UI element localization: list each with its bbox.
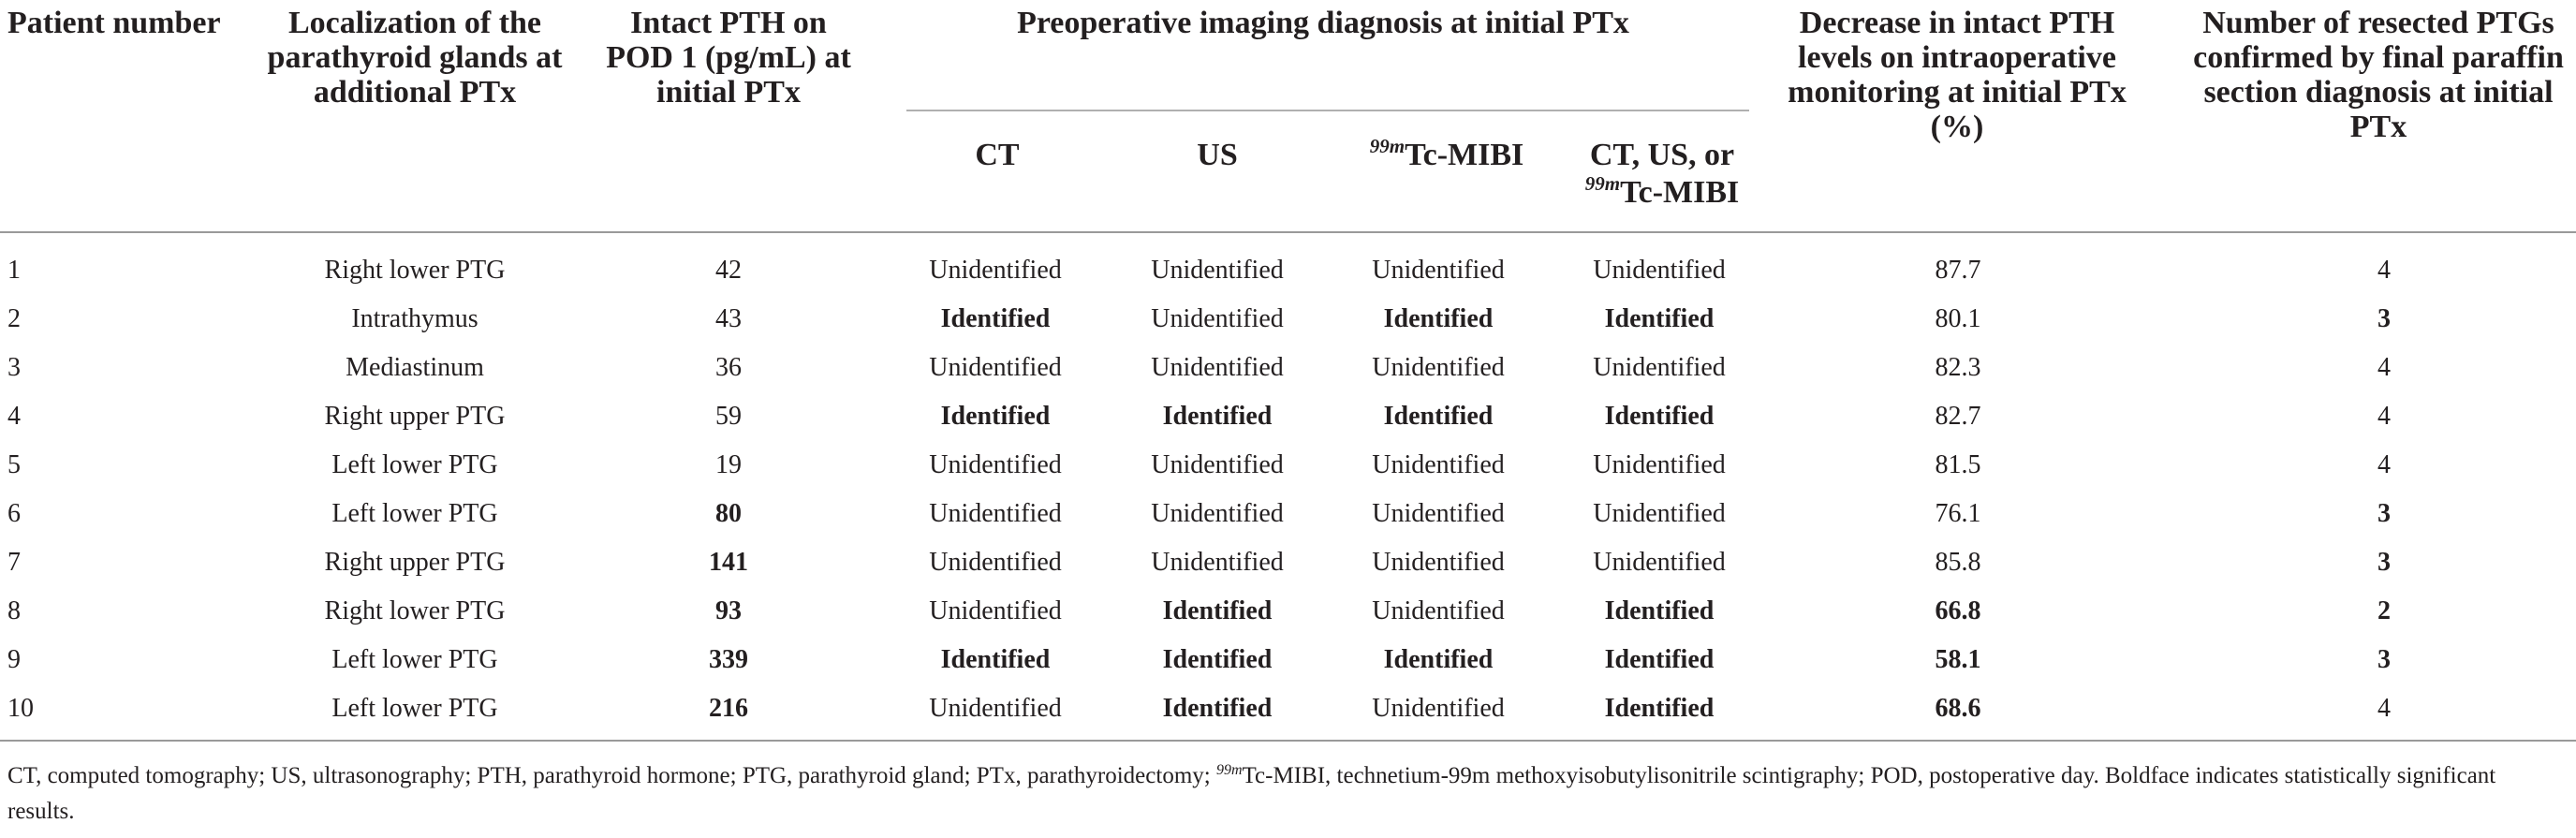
cell-mibi: Unidentified xyxy=(1372,256,1505,285)
cell-us: Unidentified xyxy=(1151,499,1284,528)
cell-ct: Unidentified xyxy=(929,596,1062,625)
cell-us: Identified xyxy=(1162,596,1273,625)
cell-patient-number: 1 xyxy=(7,256,21,285)
header-mibi: $^{99m}$Tc-MIBI xyxy=(1369,135,1524,172)
cell-localization: Intrathymus xyxy=(351,304,478,333)
cell-patient-number: 8 xyxy=(7,596,21,625)
cell-localization: Left lower PTG xyxy=(331,450,498,479)
header-ct-us-or-mibi: CT, US, or $^{99m}$Tc-MIBI xyxy=(1584,138,1740,210)
table-row xyxy=(0,684,2576,733)
cell-mibi: Unidentified xyxy=(1372,353,1505,382)
cell-us: Unidentified xyxy=(1151,256,1284,285)
header-us: US xyxy=(1197,138,1238,172)
table-bottom-rule xyxy=(0,740,2576,742)
cell-mibi: Identified xyxy=(1383,645,1494,674)
cell-intact-pth: 42 xyxy=(715,256,742,285)
header-intact-pth: Intact PTH on POD 1 (pg/mL) at initial PTx xyxy=(606,6,851,110)
cell-ct: Unidentified xyxy=(929,256,1062,285)
cell-mibi: Identified xyxy=(1383,402,1494,431)
cell-ct-us-or-mibi: Identified xyxy=(1604,596,1715,625)
cell-decrease-pth: 82.3 xyxy=(1935,353,1981,382)
cell-intact-pth: 216 xyxy=(709,694,748,723)
table-row xyxy=(0,246,2576,295)
cell-resected-ptgs: 3 xyxy=(2377,645,2391,674)
cell-intact-pth: 93 xyxy=(715,596,742,625)
cell-ct: Identified xyxy=(940,402,1051,431)
table-row xyxy=(0,441,2576,490)
cell-ct: Unidentified xyxy=(929,694,1062,723)
cell-patient-number: 9 xyxy=(7,645,21,674)
cell-localization: Left lower PTG xyxy=(331,645,498,674)
table-row xyxy=(0,538,2576,587)
cell-intact-pth: 141 xyxy=(709,548,748,577)
header-decrease-pth: Decrease in intact PTH levels on intraoperative monitoring at initial PTx (%) xyxy=(1788,6,2127,144)
cell-patient-number: 3 xyxy=(7,353,21,382)
cell-us: Unidentified xyxy=(1151,353,1284,382)
cell-ct-us-or-mibi: Identified xyxy=(1604,645,1715,674)
cell-us: Identified xyxy=(1162,645,1273,674)
cell-decrease-pth: 87.7 xyxy=(1935,256,1981,285)
cell-localization: Mediastinum xyxy=(346,353,484,382)
cell-ct-us-or-mibi: Identified xyxy=(1604,694,1715,723)
table-row xyxy=(0,344,2576,392)
cell-intact-pth: 80 xyxy=(715,499,742,528)
cell-mibi: Unidentified xyxy=(1372,596,1505,625)
cell-ct-us-or-mibi: Identified xyxy=(1604,402,1715,431)
cell-ct-us-or-mibi: Unidentified xyxy=(1593,499,1726,528)
table-row xyxy=(0,392,2576,441)
cell-decrease-pth: 82.7 xyxy=(1935,402,1981,431)
cell-patient-number: 5 xyxy=(7,450,21,479)
cell-decrease-pth: 68.6 xyxy=(1935,694,1981,723)
cell-resected-ptgs: 3 xyxy=(2377,304,2391,333)
cell-ct: Identified xyxy=(940,645,1051,674)
cell-resected-ptgs: 4 xyxy=(2377,256,2391,285)
table-row xyxy=(0,295,2576,344)
cell-decrease-pth: 81.5 xyxy=(1935,450,1981,479)
cell-localization: Left lower PTG xyxy=(331,499,498,528)
table-row xyxy=(0,636,2576,684)
table-row xyxy=(0,490,2576,538)
header-ct: CT xyxy=(975,138,1020,172)
cell-decrease-pth: 66.8 xyxy=(1935,596,1981,625)
cell-localization: Right upper PTG xyxy=(324,548,506,577)
header-localization: Localization of the parathyroid glands at additional PTx xyxy=(267,6,563,110)
cell-mibi: Unidentified xyxy=(1372,499,1505,528)
cell-ct-us-or-mibi: Unidentified xyxy=(1593,353,1726,382)
cell-mibi: Unidentified xyxy=(1372,694,1505,723)
cell-resected-ptgs: 3 xyxy=(2377,499,2391,528)
cell-ct-us-or-mibi: Identified xyxy=(1604,304,1715,333)
cell-ct: Unidentified xyxy=(929,450,1062,479)
cell-us: Unidentified xyxy=(1151,548,1284,577)
cell-intact-pth: 19 xyxy=(715,450,742,479)
cell-ct: Unidentified xyxy=(929,353,1062,382)
cell-resected-ptgs: 3 xyxy=(2377,548,2391,577)
cell-ct-us-or-mibi: Unidentified xyxy=(1593,256,1726,285)
cell-decrease-pth: 76.1 xyxy=(1935,499,1981,528)
cell-localization: Left lower PTG xyxy=(331,694,498,723)
header-bottom-rule xyxy=(0,231,2576,233)
cell-decrease-pth: 58.1 xyxy=(1935,645,1981,674)
cell-patient-number: 2 xyxy=(7,304,21,333)
cell-patient-number: 4 xyxy=(7,402,21,431)
cell-decrease-pth: 80.1 xyxy=(1935,304,1981,333)
cell-resected-ptgs: 2 xyxy=(2377,596,2391,625)
cell-ct: Unidentified xyxy=(929,499,1062,528)
header-patient-number: Patient number xyxy=(7,6,221,40)
cell-intact-pth: 59 xyxy=(715,402,742,431)
cell-localization: Right lower PTG xyxy=(324,256,506,285)
cell-intact-pth: 43 xyxy=(715,304,742,333)
cell-mibi: Identified xyxy=(1383,304,1494,333)
header-imaging-group: Preoperative imaging diagnosis at initial PTx xyxy=(1017,6,1629,40)
cell-intact-pth: 36 xyxy=(715,353,742,382)
cell-ct: Unidentified xyxy=(929,548,1062,577)
cell-resected-ptgs: 4 xyxy=(2377,694,2391,723)
cell-ct-us-or-mibi: Unidentified xyxy=(1593,450,1726,479)
cell-resected-ptgs: 4 xyxy=(2377,402,2391,431)
cell-resected-ptgs: 4 xyxy=(2377,450,2391,479)
table-footnote: CT, computed tomography; US, ultrasonography; PTH, parathyroid hormone; PTG, parathyroid gland; PTx, parathyroidectomy; $^{99m}$Tc-MIBI, technetium-99m methoxyisobutylisonitrile scintigraphy; POD, postoperative day. Boldface indicates statistically significant results. xyxy=(7,762,2496,824)
cell-decrease-pth: 85.8 xyxy=(1935,548,1981,577)
cell-ct: Identified xyxy=(940,304,1051,333)
cell-mibi: Unidentified xyxy=(1372,548,1505,577)
cell-us: Identified xyxy=(1162,402,1273,431)
cell-ct-us-or-mibi: Unidentified xyxy=(1593,548,1726,577)
cell-patient-number: 7 xyxy=(7,548,21,577)
cell-us: Unidentified xyxy=(1151,304,1284,333)
cell-localization: Right upper PTG xyxy=(324,402,506,431)
cell-localization: Right lower PTG xyxy=(324,596,506,625)
cell-patient-number: 10 xyxy=(7,694,34,723)
cell-patient-number: 6 xyxy=(7,499,21,528)
cell-resected-ptgs: 4 xyxy=(2377,353,2391,382)
imaging-group-rule xyxy=(906,110,1749,111)
cell-mibi: Unidentified xyxy=(1372,450,1505,479)
table-row xyxy=(0,587,2576,636)
cell-us: Unidentified xyxy=(1151,450,1284,479)
cell-intact-pth: 339 xyxy=(709,645,748,674)
cell-us: Identified xyxy=(1162,694,1273,723)
header-resected-ptgs: Number of resected PTGs confirmed by final paraffin section diagnosis at initial PTx xyxy=(2193,6,2564,144)
